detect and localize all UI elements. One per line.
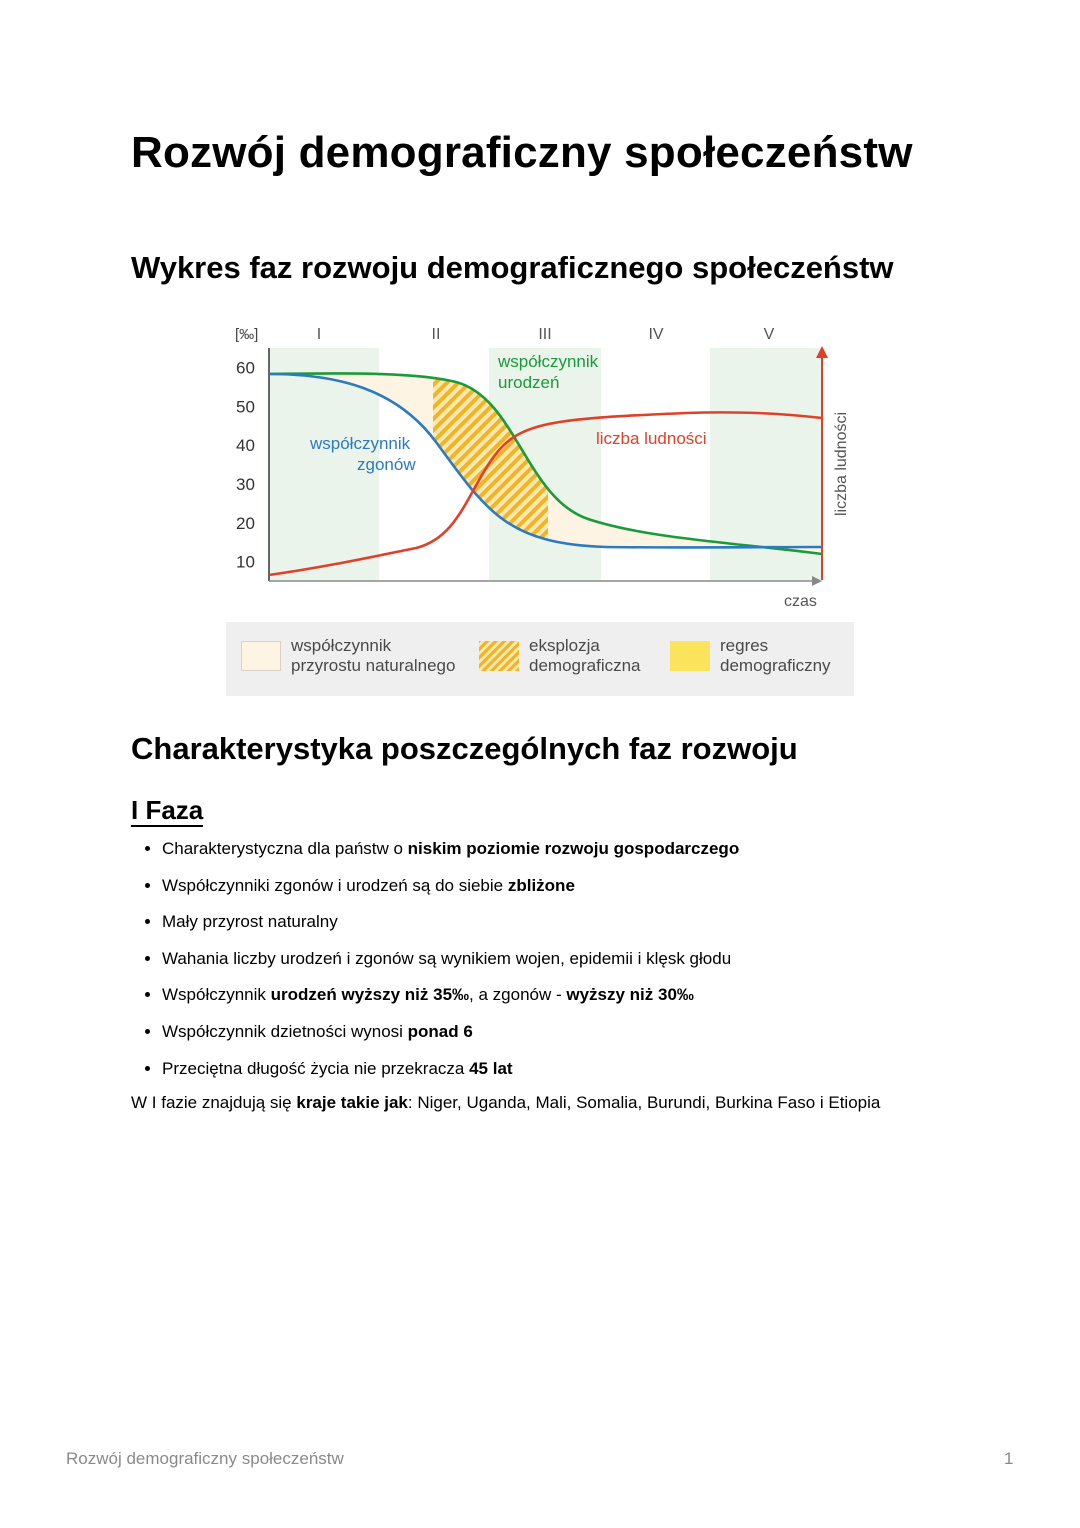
deaths-label-line2: zgonów xyxy=(357,455,416,474)
legend-swatch-natural-increase xyxy=(241,641,281,671)
births-label-line2: urodzeń xyxy=(498,373,560,392)
bullet-text-segment: wyższy niż 30‰ xyxy=(566,985,694,1005)
y-tick-label: 10 xyxy=(236,552,255,572)
bullet-text-segment: 45 lat xyxy=(469,1058,513,1078)
y-tick-label: 60 xyxy=(236,358,255,378)
x-axis-label: czas xyxy=(784,593,817,610)
phase-1-bullet-list xyxy=(131,836,1062,1092)
legend-label-natural-increase: współczynnik przyrostu naturalnego xyxy=(291,636,456,675)
phase-label: IV xyxy=(648,326,664,343)
bullet-item xyxy=(162,836,1062,873)
y-tick-label: 30 xyxy=(236,474,255,494)
phase-label: III xyxy=(538,326,552,343)
bullet-text-segment: Współczynnik xyxy=(162,985,271,1005)
bullet-item xyxy=(162,1019,1062,1056)
page-title: Rozwój demograficzny społeczeństw xyxy=(131,128,913,177)
phase-label: II xyxy=(431,326,441,343)
y-tick-label: 40 xyxy=(236,436,255,456)
section-heading-characteristics: Charakterystyka poszczególnych faz rozwoju xyxy=(131,731,798,766)
bullet-item xyxy=(162,909,1062,946)
population-axis-label: liczba ludności xyxy=(833,411,850,517)
phase-label: I xyxy=(316,326,322,343)
bullet-text-segment: ponad 6 xyxy=(407,1021,473,1041)
bullet-text-segment: Mały przyrost naturalny xyxy=(162,912,338,932)
countries-text-segment: : Niger, Uganda, Mali, Somalia, Burundi, Burkina Faso i Etiopia xyxy=(407,1093,881,1112)
bullet-text-segment: zbliżone xyxy=(507,875,575,895)
phase-label: V xyxy=(763,326,775,343)
legend-swatch-regress xyxy=(670,641,710,671)
legend-label-explosion: eksplozja demograficzna xyxy=(529,636,641,675)
countries-text-segment: kraje takie jak xyxy=(296,1093,408,1112)
bullet-item xyxy=(162,1056,1062,1093)
chart-legend xyxy=(226,622,854,696)
bullet-item xyxy=(162,873,1062,910)
y-tick-label: 50 xyxy=(236,397,255,417)
legend-swatch-explosion xyxy=(479,641,519,671)
bullet-item xyxy=(162,982,1062,1019)
bullet-text-segment: Wahania liczby urodzeń i zgonów są wynikiem wojen, epidemii i klęsk głodu xyxy=(162,948,732,968)
footer-title: Rozwój demograficzny społeczeństw xyxy=(66,1449,344,1468)
page-number: 1 xyxy=(1004,1449,1014,1468)
bullet-item xyxy=(162,946,1062,983)
y-tick-label: 20 xyxy=(236,513,255,533)
legend-item-explosion xyxy=(479,636,641,676)
bullet-text-segment: Współczynnik dzietności wynosi xyxy=(162,1021,408,1041)
bullet-text-segment: niskim poziomie rozwoju gospodarczego xyxy=(407,839,740,858)
phase-1-heading: I Faza xyxy=(131,795,204,825)
legend-item-natural-increase xyxy=(241,636,455,676)
phase-1-countries xyxy=(131,1093,880,1113)
births-label-line1: współczynnik xyxy=(498,352,599,371)
y-unit-label: [‰] xyxy=(235,326,259,343)
bullet-text-segment: Charakterystyczna dla państw o xyxy=(162,839,408,858)
deaths-label-line1: współczynnik xyxy=(310,434,411,453)
demographic-phases-chart xyxy=(226,318,856,618)
bullet-text-segment: urodzeń wyższy niż 35‰ xyxy=(270,985,470,1005)
bullet-text-segment: Przeciętna długość życia nie przekracza xyxy=(162,1058,470,1078)
bullet-text-segment: , a zgonów - xyxy=(469,985,567,1005)
countries-text-segment: W I fazie znajdują się xyxy=(131,1093,297,1112)
section-heading-chart: Wykres faz rozwoju demograficznego społeczeństw xyxy=(131,250,894,285)
legend-label-regress: regres demograficzny xyxy=(720,636,831,675)
population-label: liczba ludności xyxy=(596,429,707,448)
bullet-text-segment: Współczynniki zgonów i urodzeń są do siebie xyxy=(162,875,508,895)
legend-item-regress xyxy=(670,636,831,676)
